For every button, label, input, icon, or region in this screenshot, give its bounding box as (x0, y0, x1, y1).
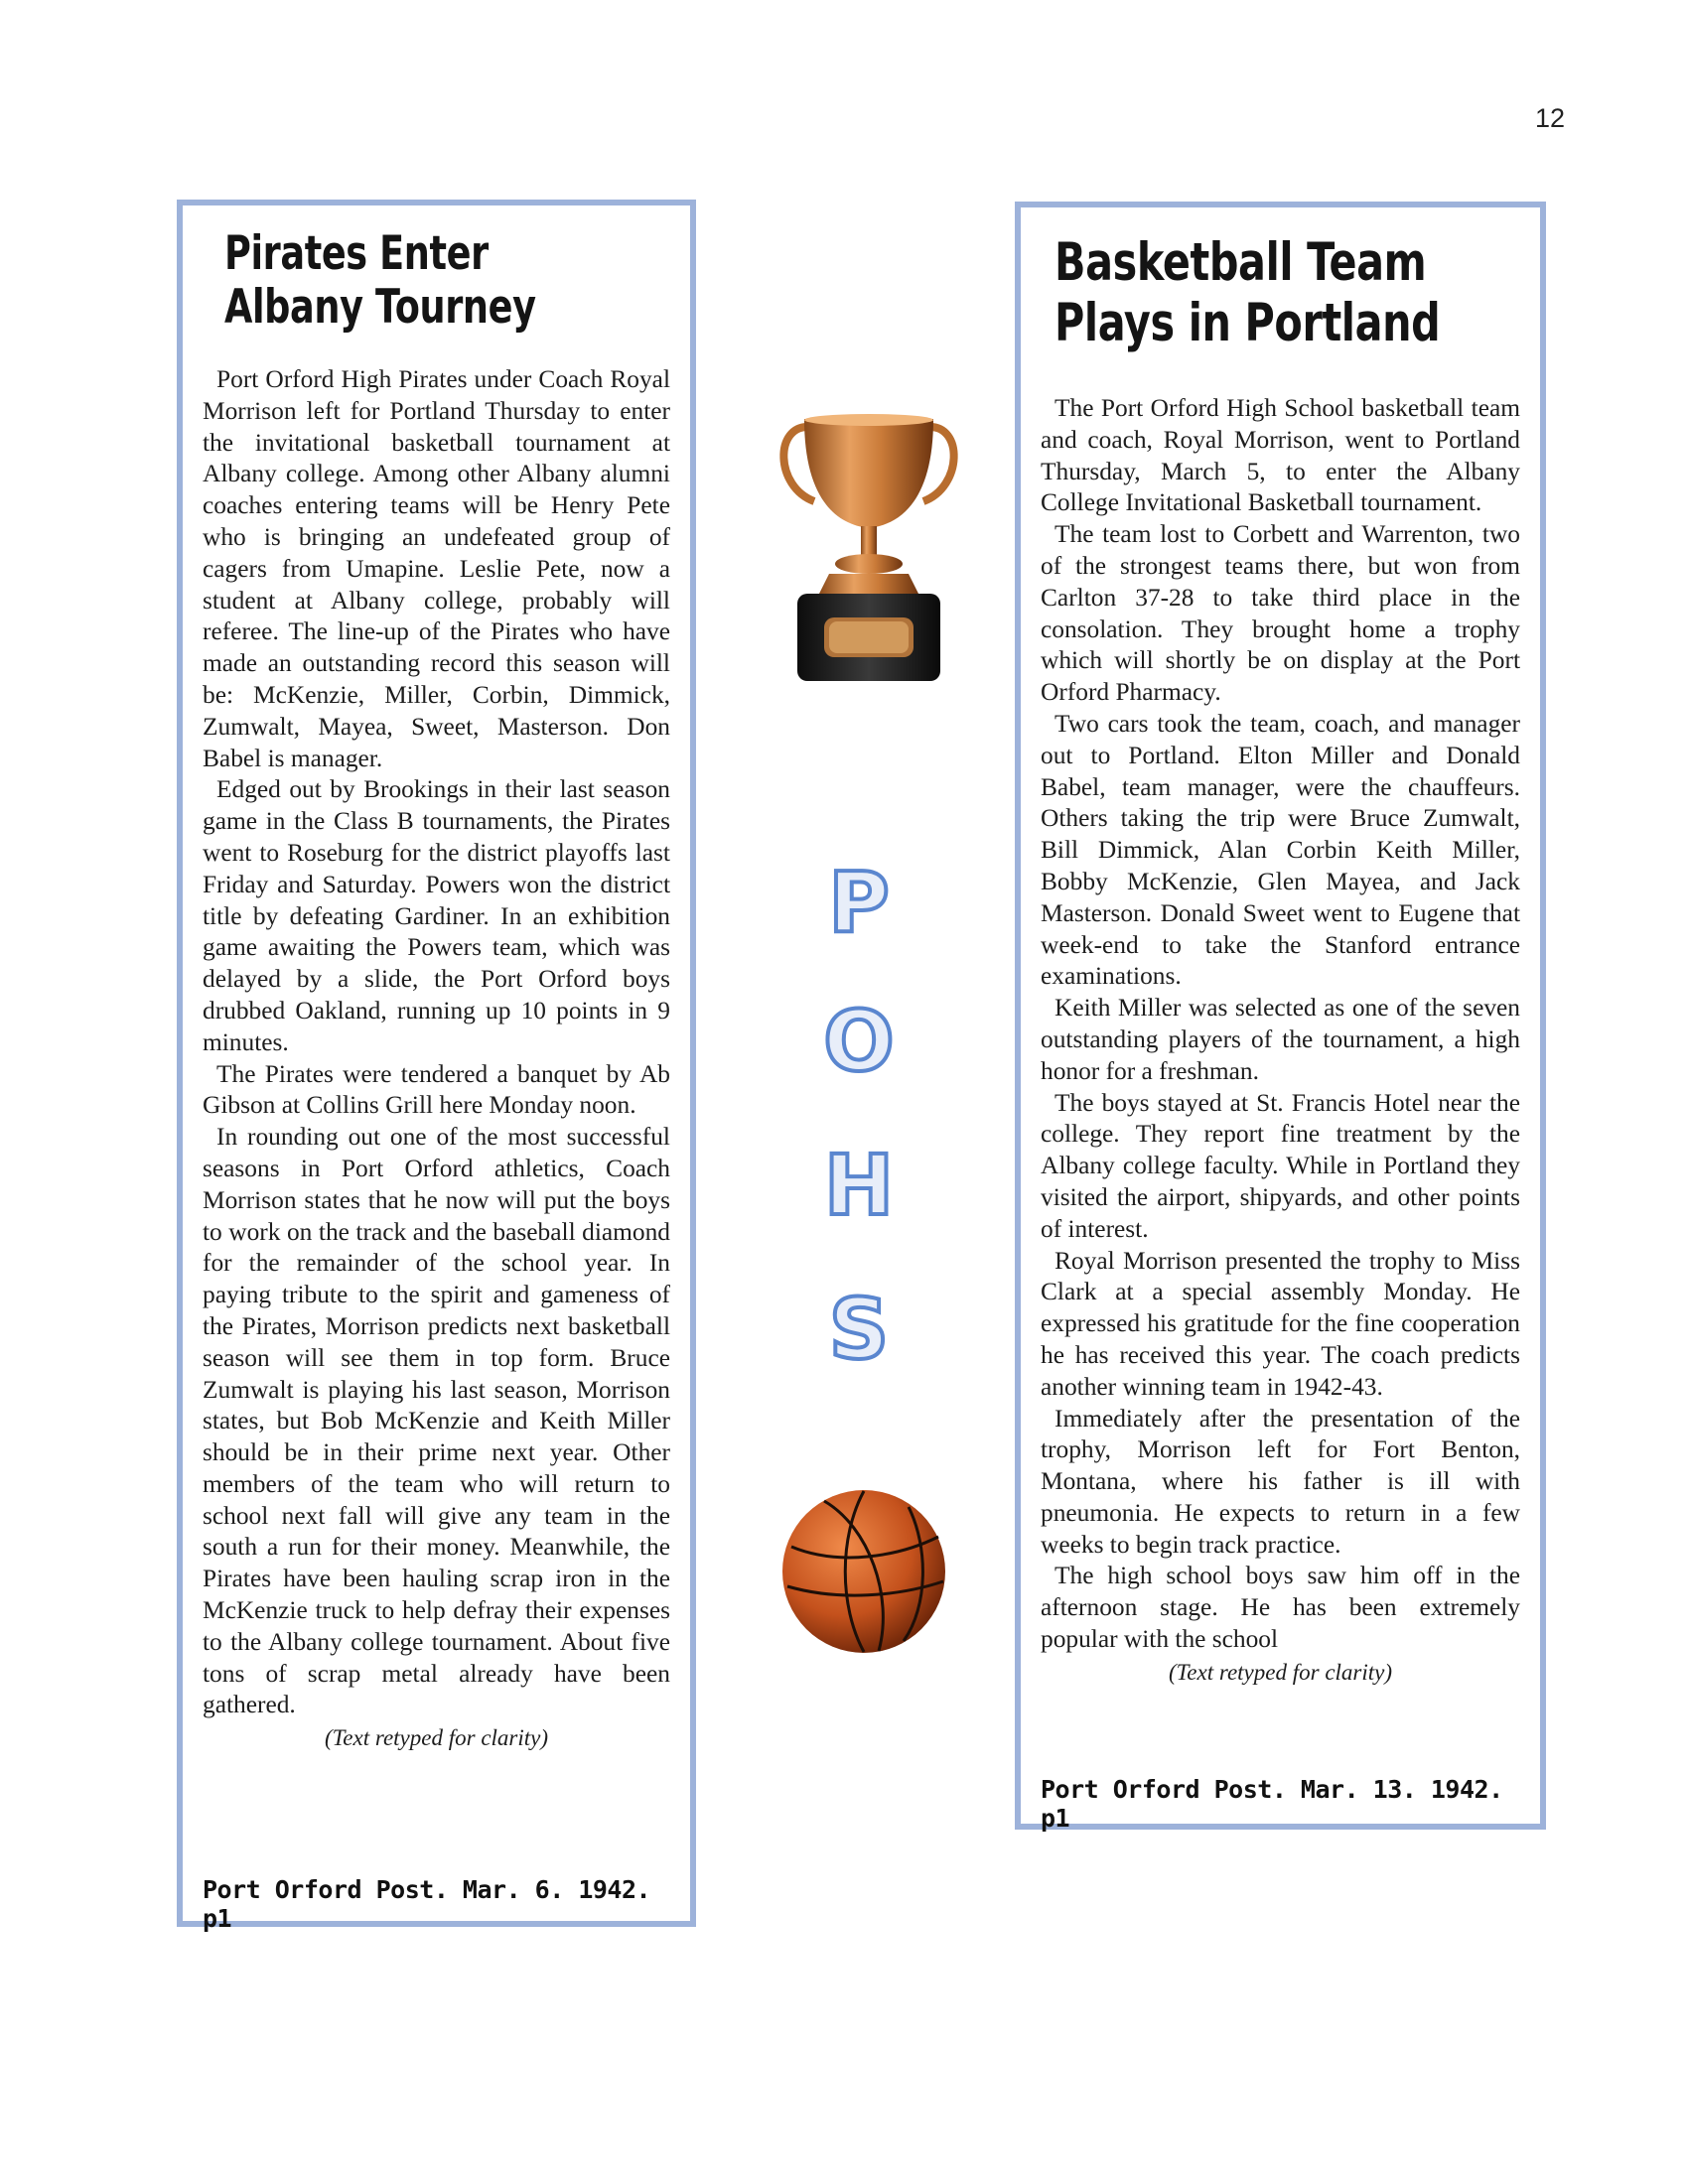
basketball-icon (779, 1487, 948, 1656)
right-paragraph-1: The Port Orford High School basketball team and coach, Royal Morrison, went to Portland Thursday, March 5, to enter the Albany College Invitational Basketball tournament. (1041, 394, 1520, 517)
right-paragraph-3: Two cars took the team, coach, and manager out to Portland. Elton Miller and Donald Babel, team manager, were the chauffeurs. Others taking the trip were Bruce Zumwalt, Bill Dimmick, Alan Corbin Keith Miller, Bobby McKenzie, Glen Mayea, and Jack Masterson. Donald Sweet went to Eugene that week-end to take the Stanford entrance examinations. (1041, 709, 1520, 991)
right-paragraph-8: The high school boys saw him off in the afternoon stage. He has been extremely popular with the school (1041, 1562, 1520, 1654)
letter-h-text: H (823, 1137, 895, 1226)
left-paragraph-3: The Pirates were tendered a banquet by Ab Gibson at Collins Grill here Monday noon. (203, 1059, 670, 1120)
left-paragraph-2: Edged out by Brookings in their last season game in the Class B tournaments, the Pirates went to Roseburg for the district playoffs last Friday and Saturday. Powers won the district title by defeating Gardiner. In an exhibition game awaiting the Powers team, which was delayed by a slide, the Port Orford boys drubbed Oakland, running up 10 points in 9 minutes. (203, 775, 670, 1056)
right-retyped-note: (Text retyped for clarity) (1168, 1659, 1393, 1685)
left-headline-line-1: Pirates Enter (224, 226, 489, 281)
left-article-clipping (177, 200, 696, 1933)
right-paragraph-7: Immediately after the presentation of the trophy, Morrison left for Fort Benton, Montana, where his father is ill with pneumonia. He expects to return in a few weeks to begin track practice. (1041, 1404, 1520, 1559)
letter-p (814, 854, 904, 943)
letter-s (814, 1281, 904, 1370)
right-article-headline (1055, 233, 1440, 354)
right-paragraph-6: Royal Morrison presented the trophy to Miss Clark at a special assembly Monday. He expressed his gratitude for the fine cooperation he has received this year. The coach predicts another winning team in 1942-43. (1041, 1246, 1520, 1401)
right-article-source: Port Orford Post. Mar. 13. 1942. p1 (1041, 1775, 1503, 1833)
left-article-body (203, 364, 670, 1753)
left-retyped-note: (Text retyped for clarity) (324, 1725, 549, 1751)
left-paragraph-1: Port Orford High Pirates under Coach Royal Morrison left for Portland Thursday to enter the invitational basketball tournament at Albany college. Among other Albany alumni coaches entering teams will be Henry Pete who is bringing an undefeated group of cagers from Umapine. Leslie Pete, now a student at Albany college, probably will referee. The line-up of the Pirates who have made an outstanding record this season will be: McKenzie, Miller, Corbin, Dimmick, Zumwalt, Mayea, Sweet, Masterson. Don Babel is manager. (203, 365, 670, 772)
right-headline-line-2: Plays in Portland (1055, 292, 1441, 353)
right-article-clipping (1015, 202, 1546, 1833)
left-article-source: Port Orford Post. Mar. 6. 1942. p1 (203, 1875, 651, 1933)
page-number: 12 (1534, 103, 1565, 133)
letter-o-text: O (823, 993, 895, 1082)
trophy-icon (770, 407, 968, 695)
letter-p-text: P (828, 854, 890, 943)
left-paragraph-4: In rounding out one of the most successful seasons in Port Orford athletics, Coach Morrison states that he now will put the boys to work on the track and the baseball diamond for the remainder of the school year. In paying tribute to the spirit and gameness of the Pirates, Morrison predicts next basketball season will see them in top form. Bruce Zumwalt is playing his last season, Morrison states, but Bob McKenzie and Keith Miller should be in their prime next year. Other members of the team who will return to school next fall will give any team in the south a run for their money. Meanwhile, the Pirates have been hauling scrap iron in the McKenzie truck to help defray their expenses to the Albany college tournament. About five tons of scrap metal already have been gathered. (203, 1123, 670, 1719)
left-headline-line-2: Albany Tourney (224, 280, 536, 336)
right-article-body (1041, 393, 1520, 1688)
left-article-headline (224, 227, 536, 335)
right-paragraph-5: The boys stayed at St. Francis Hotel near the college. They report fine treatment by the Albany college faculty. While in Portland they visited the airport, shipyards, and other points of interest. (1041, 1088, 1520, 1243)
letter-h (814, 1137, 904, 1226)
letter-s-text: S (828, 1281, 890, 1370)
right-headline-line-1: Basketball Team (1055, 232, 1427, 293)
letter-o (814, 993, 904, 1082)
right-paragraph-2: The team lost to Corbett and Warrenton, two of the strongest teams there, but won from Carlton 37-28 to take third place in the consolation. They brought home a trophy which will shortly be on display at the Port Orford Pharmacy. (1041, 520, 1520, 707)
right-paragraph-4: Keith Miller was selected as one of the seven outstanding players of the tournament, a high honor for a freshman. (1041, 994, 1520, 1085)
